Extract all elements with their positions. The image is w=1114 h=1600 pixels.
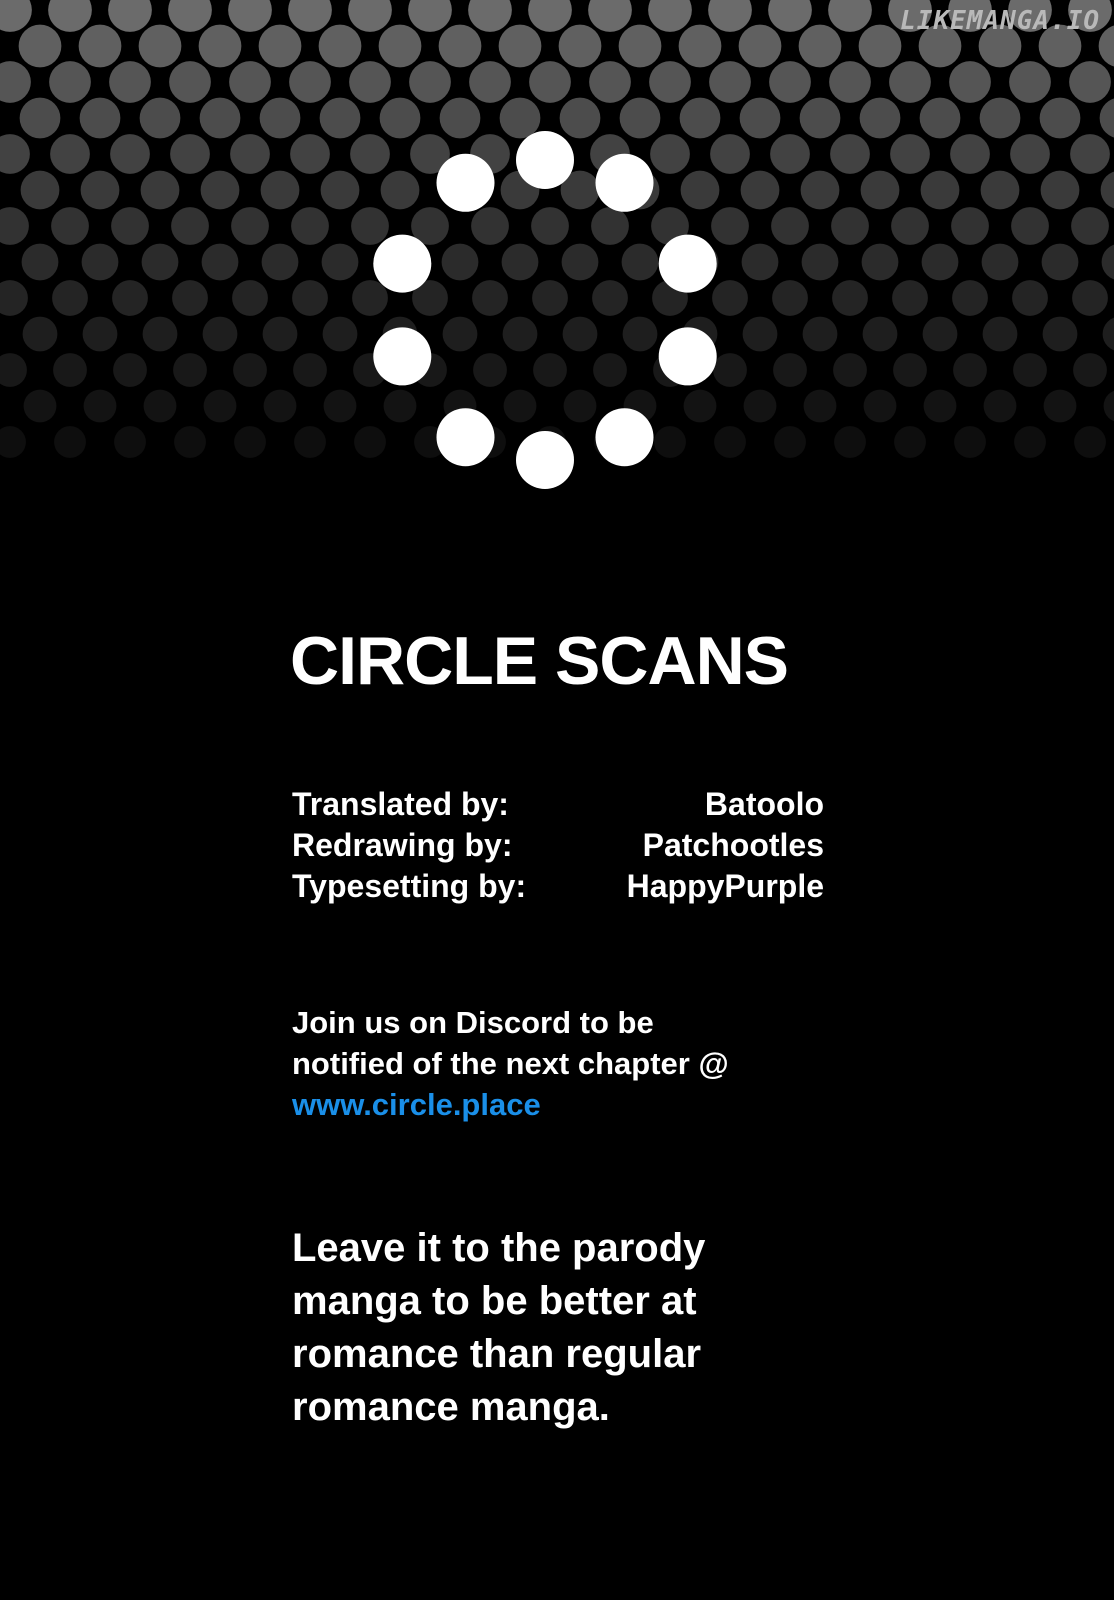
background-dot	[24, 390, 57, 423]
background-dot	[234, 426, 266, 458]
background-dot	[801, 171, 840, 210]
background-dot	[1012, 280, 1048, 316]
background-dot	[1100, 98, 1114, 139]
background-dot	[619, 25, 662, 68]
background-dot	[1043, 317, 1078, 352]
background-dot	[772, 280, 808, 316]
background-dot	[742, 244, 779, 281]
background-dot	[264, 390, 297, 423]
background-dot	[144, 390, 177, 423]
background-dot	[81, 171, 120, 210]
background-dot	[889, 61, 931, 103]
credit-row-redrawing	[292, 825, 824, 866]
background-dot	[1074, 426, 1106, 458]
logo-dot	[437, 154, 495, 212]
credit-row-typesetting	[292, 866, 824, 907]
credit-role: Redrawing by:	[292, 827, 513, 863]
background-dot	[831, 207, 869, 245]
circle-scans-logo-icon	[370, 125, 740, 505]
background-dot	[439, 25, 482, 68]
credit-name: HappyPurple	[626, 868, 824, 904]
background-dot	[771, 207, 809, 245]
background-dot	[829, 61, 871, 103]
note-line: romance than regular	[292, 1332, 702, 1376]
background-dot	[984, 390, 1017, 423]
background-dot	[708, 0, 752, 32]
background-dot	[139, 25, 182, 68]
note-line: romance manga.	[292, 1385, 610, 1429]
background-dot	[289, 61, 331, 103]
background-dot	[291, 207, 329, 245]
background-dot	[0, 280, 28, 316]
background-dot	[320, 98, 361, 139]
logo-dot	[659, 327, 717, 385]
background-dot	[321, 171, 360, 210]
background-dot	[204, 390, 237, 423]
background-dot	[952, 280, 988, 316]
background-dot	[143, 317, 178, 352]
background-dot	[892, 280, 928, 316]
background-dot	[80, 98, 121, 139]
discord-invite	[292, 1002, 852, 1125]
background-dot	[529, 61, 571, 103]
background-dot	[679, 25, 722, 68]
logo-dot	[373, 327, 431, 385]
background-dot	[171, 207, 209, 245]
background-dot	[1071, 207, 1109, 245]
background-dot	[768, 0, 812, 32]
background-dot	[589, 61, 631, 103]
background-dot	[1044, 390, 1077, 423]
logo-dot	[596, 154, 654, 212]
background-dot	[84, 390, 117, 423]
background-dot	[924, 390, 957, 423]
background-dot	[203, 317, 238, 352]
background-dot	[48, 0, 92, 32]
background-dot	[769, 61, 811, 103]
background-dot	[233, 353, 267, 387]
background-dot	[954, 426, 986, 458]
background-dot	[861, 171, 900, 210]
background-dot	[22, 244, 59, 281]
background-dot	[1070, 134, 1110, 174]
background-dot	[19, 25, 62, 68]
logo-dot	[516, 431, 574, 489]
background-dot	[348, 0, 392, 32]
background-dot	[1009, 61, 1051, 103]
background-dot	[110, 134, 150, 174]
background-dot	[859, 25, 902, 68]
background-dot	[83, 317, 118, 352]
background-dot	[1010, 134, 1050, 174]
background-dot	[863, 317, 898, 352]
background-dot	[649, 61, 691, 103]
background-dot	[324, 390, 357, 423]
background-dot	[1041, 171, 1080, 210]
background-dot	[982, 244, 1019, 281]
logo-dot	[596, 408, 654, 466]
background-dot	[951, 207, 989, 245]
background-dot	[949, 61, 991, 103]
background-dot	[169, 61, 211, 103]
background-dot	[1042, 244, 1079, 281]
background-dot	[52, 280, 88, 316]
credit-role: Typesetting by:	[292, 868, 527, 904]
background-dot	[1069, 61, 1111, 103]
background-dot	[294, 426, 326, 458]
background-dot	[201, 171, 240, 210]
background-dot	[202, 244, 239, 281]
note-line: manga to be better at	[292, 1279, 697, 1323]
background-dot	[648, 0, 692, 32]
logo-dot	[659, 235, 717, 293]
background-dot	[50, 134, 90, 174]
background-dot	[1102, 244, 1114, 281]
background-dot	[1011, 207, 1049, 245]
background-dot	[894, 426, 926, 458]
credit-name: Patchootles	[642, 827, 824, 863]
background-dot	[860, 98, 901, 139]
background-dot	[799, 25, 842, 68]
background-dot	[263, 317, 298, 352]
background-dot	[1101, 171, 1114, 210]
background-dot	[262, 244, 299, 281]
background-dot	[49, 61, 91, 103]
background-dot	[20, 98, 61, 139]
background-dot	[108, 0, 152, 32]
background-dot	[588, 0, 632, 32]
background-dot	[739, 25, 782, 68]
background-dot	[1072, 280, 1108, 316]
background-dot	[921, 171, 960, 210]
background-dot	[408, 0, 452, 32]
background-dot	[833, 353, 867, 387]
background-dot	[830, 134, 870, 174]
background-dot	[54, 426, 86, 458]
background-dot	[1099, 25, 1114, 68]
background-dot	[983, 317, 1018, 352]
background-dot	[834, 426, 866, 458]
background-dot	[0, 0, 32, 32]
credit-row-translation	[292, 784, 824, 825]
background-dot	[0, 426, 26, 458]
watermark: LIKEMANGA.IO	[900, 6, 1100, 36]
background-dot	[109, 61, 151, 103]
background-dot	[323, 317, 358, 352]
background-dot	[469, 61, 511, 103]
background-dot	[740, 98, 781, 139]
background-dot	[741, 171, 780, 210]
background-dot	[111, 207, 149, 245]
background-dot	[51, 207, 89, 245]
background-dot	[862, 244, 899, 281]
background-dot	[559, 25, 602, 68]
background-dot	[0, 134, 30, 174]
background-dot	[1013, 353, 1047, 387]
background-dot	[232, 280, 268, 316]
background-dot	[922, 244, 959, 281]
background-dot	[260, 98, 301, 139]
background-dot	[528, 0, 572, 32]
background-dot	[804, 390, 837, 423]
note-line: Leave it to the parody	[292, 1226, 706, 1270]
background-dot	[770, 134, 810, 174]
website-link[interactable]: www.circle.place	[292, 1087, 541, 1122]
background-dot	[199, 25, 242, 68]
background-dot	[1073, 353, 1107, 387]
logo-dot	[373, 235, 431, 293]
background-dot	[1103, 317, 1114, 352]
background-dot	[290, 134, 330, 174]
background-dot	[802, 244, 839, 281]
background-dot	[800, 98, 841, 139]
background-dot	[322, 244, 359, 281]
background-dot	[229, 61, 271, 103]
background-dot	[832, 280, 868, 316]
background-dot	[168, 0, 212, 32]
background-dot	[950, 134, 990, 174]
background-dot	[261, 171, 300, 210]
background-dot	[0, 207, 29, 245]
background-dot	[112, 280, 148, 316]
background-dot	[172, 280, 208, 316]
background-dot	[200, 98, 241, 139]
background-dot	[23, 317, 58, 352]
background-dot	[953, 353, 987, 387]
background-dot	[140, 98, 181, 139]
background-dot	[1104, 390, 1114, 423]
background-dot	[53, 353, 87, 387]
background-dot	[864, 390, 897, 423]
background-dot	[709, 61, 751, 103]
background-dot	[1040, 98, 1081, 139]
background-dot	[409, 61, 451, 103]
background-dot	[499, 25, 542, 68]
background-dot	[349, 61, 391, 103]
background-dot	[0, 353, 27, 387]
background-dot	[774, 426, 806, 458]
background-dot	[0, 61, 31, 103]
background-dot	[113, 353, 147, 387]
logo-dot	[516, 131, 574, 189]
background-dot	[21, 171, 60, 210]
background-dot	[890, 134, 930, 174]
logo-dot	[437, 408, 495, 466]
background-dot	[744, 390, 777, 423]
background-dot	[319, 25, 362, 68]
background-dot	[773, 353, 807, 387]
background-dot	[981, 171, 1020, 210]
group-title: CIRCLE SCANS	[290, 623, 789, 699]
background-dot	[468, 0, 512, 32]
background-dot	[803, 317, 838, 352]
background-dot	[1014, 426, 1046, 458]
background-dot	[980, 98, 1021, 139]
background-dot	[743, 317, 778, 352]
credit-name: Batoolo	[704, 786, 824, 822]
background-dot	[141, 171, 180, 210]
background-dot	[174, 426, 206, 458]
background-dot	[170, 134, 210, 174]
background-dot	[893, 353, 927, 387]
background-dot	[230, 134, 270, 174]
background-dot	[379, 25, 422, 68]
background-dot	[228, 0, 272, 32]
background-dot	[891, 207, 929, 245]
discord-line-1: Join us on Discord to be	[292, 1005, 654, 1040]
background-dot	[288, 0, 332, 32]
background-dot	[142, 244, 179, 281]
background-dot	[114, 426, 146, 458]
background-dot	[259, 25, 302, 68]
background-dot	[920, 98, 961, 139]
background-dot	[292, 280, 328, 316]
background-dot	[82, 244, 119, 281]
background-dot	[79, 25, 122, 68]
background-dot	[231, 207, 269, 245]
background-dot	[293, 353, 327, 387]
background-dot	[923, 317, 958, 352]
background-dot	[828, 0, 872, 32]
background-dot	[173, 353, 207, 387]
credits-list	[292, 784, 824, 907]
translator-note	[292, 1222, 812, 1434]
credit-role: Translated by:	[292, 786, 509, 822]
discord-line-2: notified of the next chapter @	[292, 1046, 729, 1081]
